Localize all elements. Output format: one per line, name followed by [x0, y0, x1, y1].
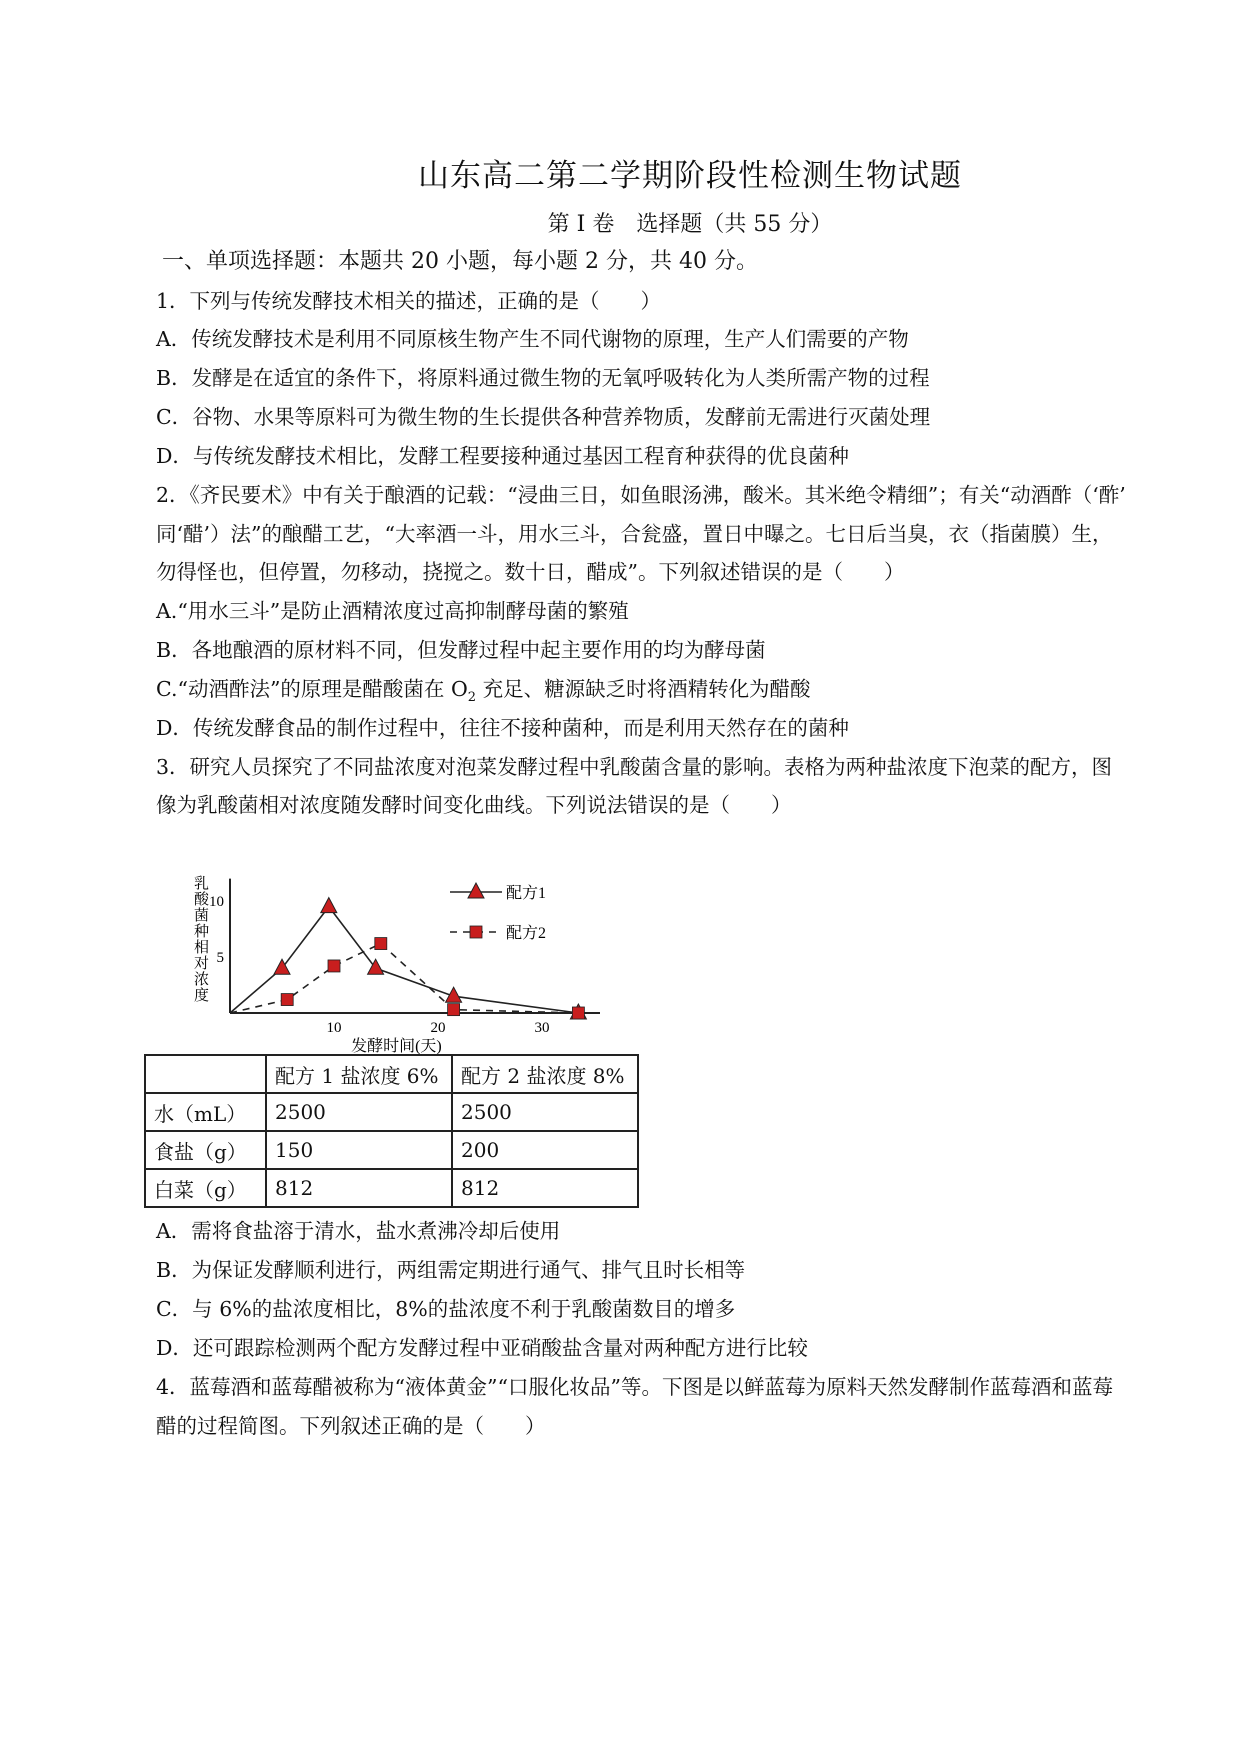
- q2-stem-line2: 同‘醋’）法”的酿醋工艺，“大率酒一斗，用水三斗，合瓮盛，置日中曝之。七日后当臭，衣（指菌膜）生，: [156, 522, 1113, 546]
- table-cell: 200: [452, 1131, 638, 1169]
- x-axis-label: 发酵时间(天): [351, 1038, 442, 1055]
- recipe-table: [144, 1054, 639, 1208]
- x-tick-label: 30: [534, 1020, 550, 1036]
- q3-option-b: B．为保证发酵顺利进行，两组需定期进行通气、排气且时长相等: [156, 1258, 746, 1282]
- legend-marker-triangle: [468, 883, 484, 898]
- page-title: 山东高二第二学期阶段性检测生物试题: [418, 158, 962, 194]
- table-cell: 配方 1 盐浓度 6%: [266, 1055, 452, 1093]
- legend-marker-square: [470, 926, 482, 938]
- legend-label: 配方1: [506, 885, 547, 902]
- q1-option-d: D．与传统发酵技术相比，发酵工程要接种通过基因工程育种获得的优良菌种: [156, 444, 849, 468]
- q3-option-c: C．与 6%的盐浓度相比，8%的盐浓度不利于乳酸菌数目的增多: [156, 1297, 736, 1321]
- data-point-square: [572, 1007, 584, 1019]
- x-tick-label: 10: [326, 1020, 342, 1036]
- q1-option-c: C．谷物、水果等原料可为微生物的生长提供各种营养物质，发酵前无需进行灭菌处理: [156, 405, 931, 429]
- table-cell: 水（mL）: [145, 1093, 266, 1131]
- table-cell: 812: [266, 1169, 452, 1207]
- q1-option-a: A．传统发酵技术是利用不同原核生物产生不同代谢物的原理，生产人们需要的产物: [156, 327, 909, 351]
- q2-stem-line3: 勿得怪也，但停置，勿移动，挠搅之。数十日，醋成”。下列叙述错误的是（ ）: [156, 560, 905, 584]
- table-header-row: [145, 1055, 638, 1093]
- data-point-square: [375, 938, 387, 950]
- table-cell: 2500: [266, 1093, 452, 1131]
- x-tick-label: 20: [430, 1020, 446, 1036]
- table-row: [145, 1131, 638, 1169]
- section-subtitle: 第 I 卷 选择题（共 55 分）: [547, 212, 833, 237]
- q2-option-a: A.“用水三斗”是防止酒精浓度过高抑制酵母菌的繁殖: [156, 599, 629, 623]
- lactobacillus-chart: [180, 855, 600, 1055]
- table-cell: 2500: [452, 1093, 638, 1131]
- data-point-triangle: [321, 898, 337, 913]
- table-cell: 食盐（g）: [145, 1131, 266, 1169]
- q2-option-b: B．各地酿酒的原材料不同，但发酵过程中起主要作用的均为酵母菌: [156, 638, 766, 662]
- section-heading: 一、单项选择题：本题共 20 小题，每小题 2 分，共 40 分。: [162, 249, 758, 274]
- q2-option-c: C.“动酒酢法”的原理是醋酸菌在 $O_2$ 充足、糖源缺乏时将酒精转化为醋酸: [156, 677, 811, 706]
- q3-stem-line2: 像为乳酸菌相对浓度随发酵时间变化曲线。下列说法错误的是（ ）: [156, 793, 792, 817]
- q3-stem-line1: 3．研究人员探究了不同盐浓度对泡菜发酵过程中乳酸菌含量的影响。表格为两种盐浓度下泡菜的配方，图: [156, 755, 1113, 779]
- y-tick-label: 5: [216, 950, 224, 966]
- data-point-square: [328, 960, 340, 972]
- q2-stem-line1: 2．《齐民要术》中有关于酿酒的记载：“浸曲三日，如鱼眼汤沸，酸米。其米绝令精细”；有关“动酒酢（‘酢’: [156, 483, 1126, 507]
- table-cell: [145, 1055, 266, 1093]
- table-row: [145, 1093, 638, 1131]
- data-point-square: [448, 1004, 460, 1016]
- table-cell: 812: [452, 1169, 638, 1207]
- q4-stem-line1: 4．蓝莓酒和蓝莓醋被称为“液体黄金”“口服化妆品”等。下图是以鲜蓝莓为原料天然发酵制作蓝莓酒和蓝莓: [156, 1375, 1113, 1399]
- q1-stem: 1．下列与传统发酵技术相关的描述，正确的是（ ）: [156, 289, 662, 313]
- q4-stem-line2: 醋的过程简图。下列叙述正确的是（ ）: [156, 1414, 546, 1438]
- y-tick-label: 10: [209, 894, 224, 910]
- table-row: [145, 1169, 638, 1207]
- legend-label: 配方2: [506, 925, 547, 942]
- q2-option-d: D．传统发酵食品的制作过程中，往往不接种菌种，而是利用天然存在的菌种: [156, 716, 849, 740]
- data-point-square: [281, 994, 293, 1006]
- y-axis-label: 乳酸菌种相对浓度: [192, 875, 208, 1003]
- q1-option-b: B．发酵是在适宜的条件下，将原料通过微生物的无氧呼吸转化为人类所需产物的过程: [156, 366, 930, 390]
- q3-option-d: D．还可跟踪检测两个配方发酵过程中亚硝酸盐含量对两种配方进行比较: [156, 1336, 808, 1360]
- q3-option-a: A．需将食盐溶于清水，盐水煮沸冷却后使用: [156, 1219, 561, 1243]
- table-cell: 配方 2 盐浓度 8%: [452, 1055, 638, 1093]
- table-cell: 白菜（g）: [145, 1169, 266, 1207]
- table-cell: 150: [266, 1131, 452, 1169]
